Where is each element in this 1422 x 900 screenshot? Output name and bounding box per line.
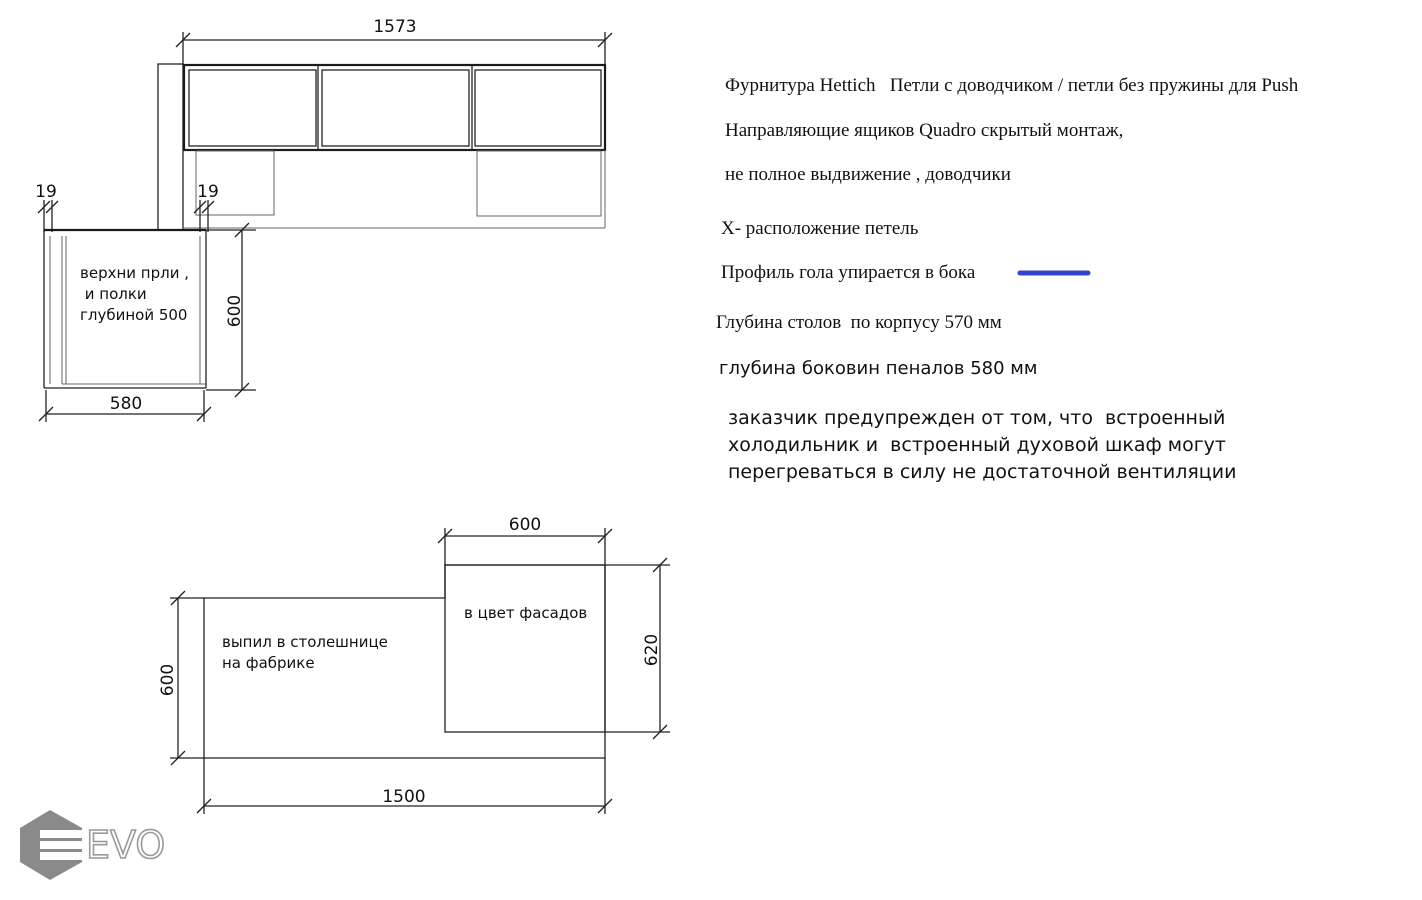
dim-left-width-label: 580: [109, 394, 143, 414]
lower-frame: [184, 150, 605, 228]
dim-bottom-top-width: [438, 515, 612, 566]
facade-color-note: в цвет фасадов: [464, 604, 588, 622]
note-pencil-depth: глубина боковин пеналов 580 мм: [719, 358, 1038, 379]
dim-19-right: [194, 182, 219, 232]
dim-bottom-left-height: [158, 591, 204, 765]
side-panel: [158, 64, 183, 230]
dim-bottom-right-height-label: 620: [642, 633, 662, 667]
note-table-depth: Глубина столов по корпусу 570 мм: [716, 312, 1002, 333]
upper-cabinet-note: верхни прли , и полки глубиной 500: [80, 264, 189, 324]
upper-cabinets: [184, 65, 605, 150]
logo-text: EVO: [86, 823, 166, 867]
countertop: [204, 565, 605, 758]
dim-bottom-width-label: 1500: [382, 787, 426, 807]
left-cabinet: [44, 230, 206, 388]
dim-bottom-left-height-label: 600: [158, 663, 178, 697]
cutout-note: выпил в столешнице на фабрике: [222, 633, 388, 672]
facade-color-section: [445, 565, 605, 732]
notes: [716, 75, 1299, 483]
dim-19-left: [35, 182, 58, 232]
dim-top-width-label: 1573: [373, 17, 417, 37]
top-plan: [35, 17, 612, 422]
note-extension: не полное выдвижение , доводчики: [725, 164, 1011, 185]
dim-19-right-label: 19: [197, 182, 219, 202]
dim-left-height: [206, 223, 256, 397]
dim-bottom-width: [197, 758, 612, 814]
dim-19-left-label: 19: [35, 182, 57, 202]
dim-top-width: [176, 17, 612, 66]
evo-logo: [20, 810, 165, 880]
note-gola-profile: Профиль гола упирается в бока: [721, 262, 976, 283]
dim-left-height-label: 600: [225, 294, 245, 328]
bottom-plan: [158, 515, 670, 814]
note-hardware: Фурнитура Hettich Петли с доводчиком / петли без пружины для Push: [725, 75, 1299, 96]
dim-bottom-right-height: [605, 558, 670, 739]
note-warning: заказчик предупрежден от том, что встроенный холодильник и встроенный духовой шкаф могут перегреваться в силу не достаточной вентиляции: [728, 407, 1237, 483]
dim-bottom-top-width-label: 600: [508, 515, 542, 535]
dim-left-width: [39, 390, 211, 422]
note-hinge-location: Х- расположение петель: [721, 218, 919, 239]
note-drawer-guides: Направляющие ящиков Quadro скрытый монтаж,: [725, 120, 1124, 141]
